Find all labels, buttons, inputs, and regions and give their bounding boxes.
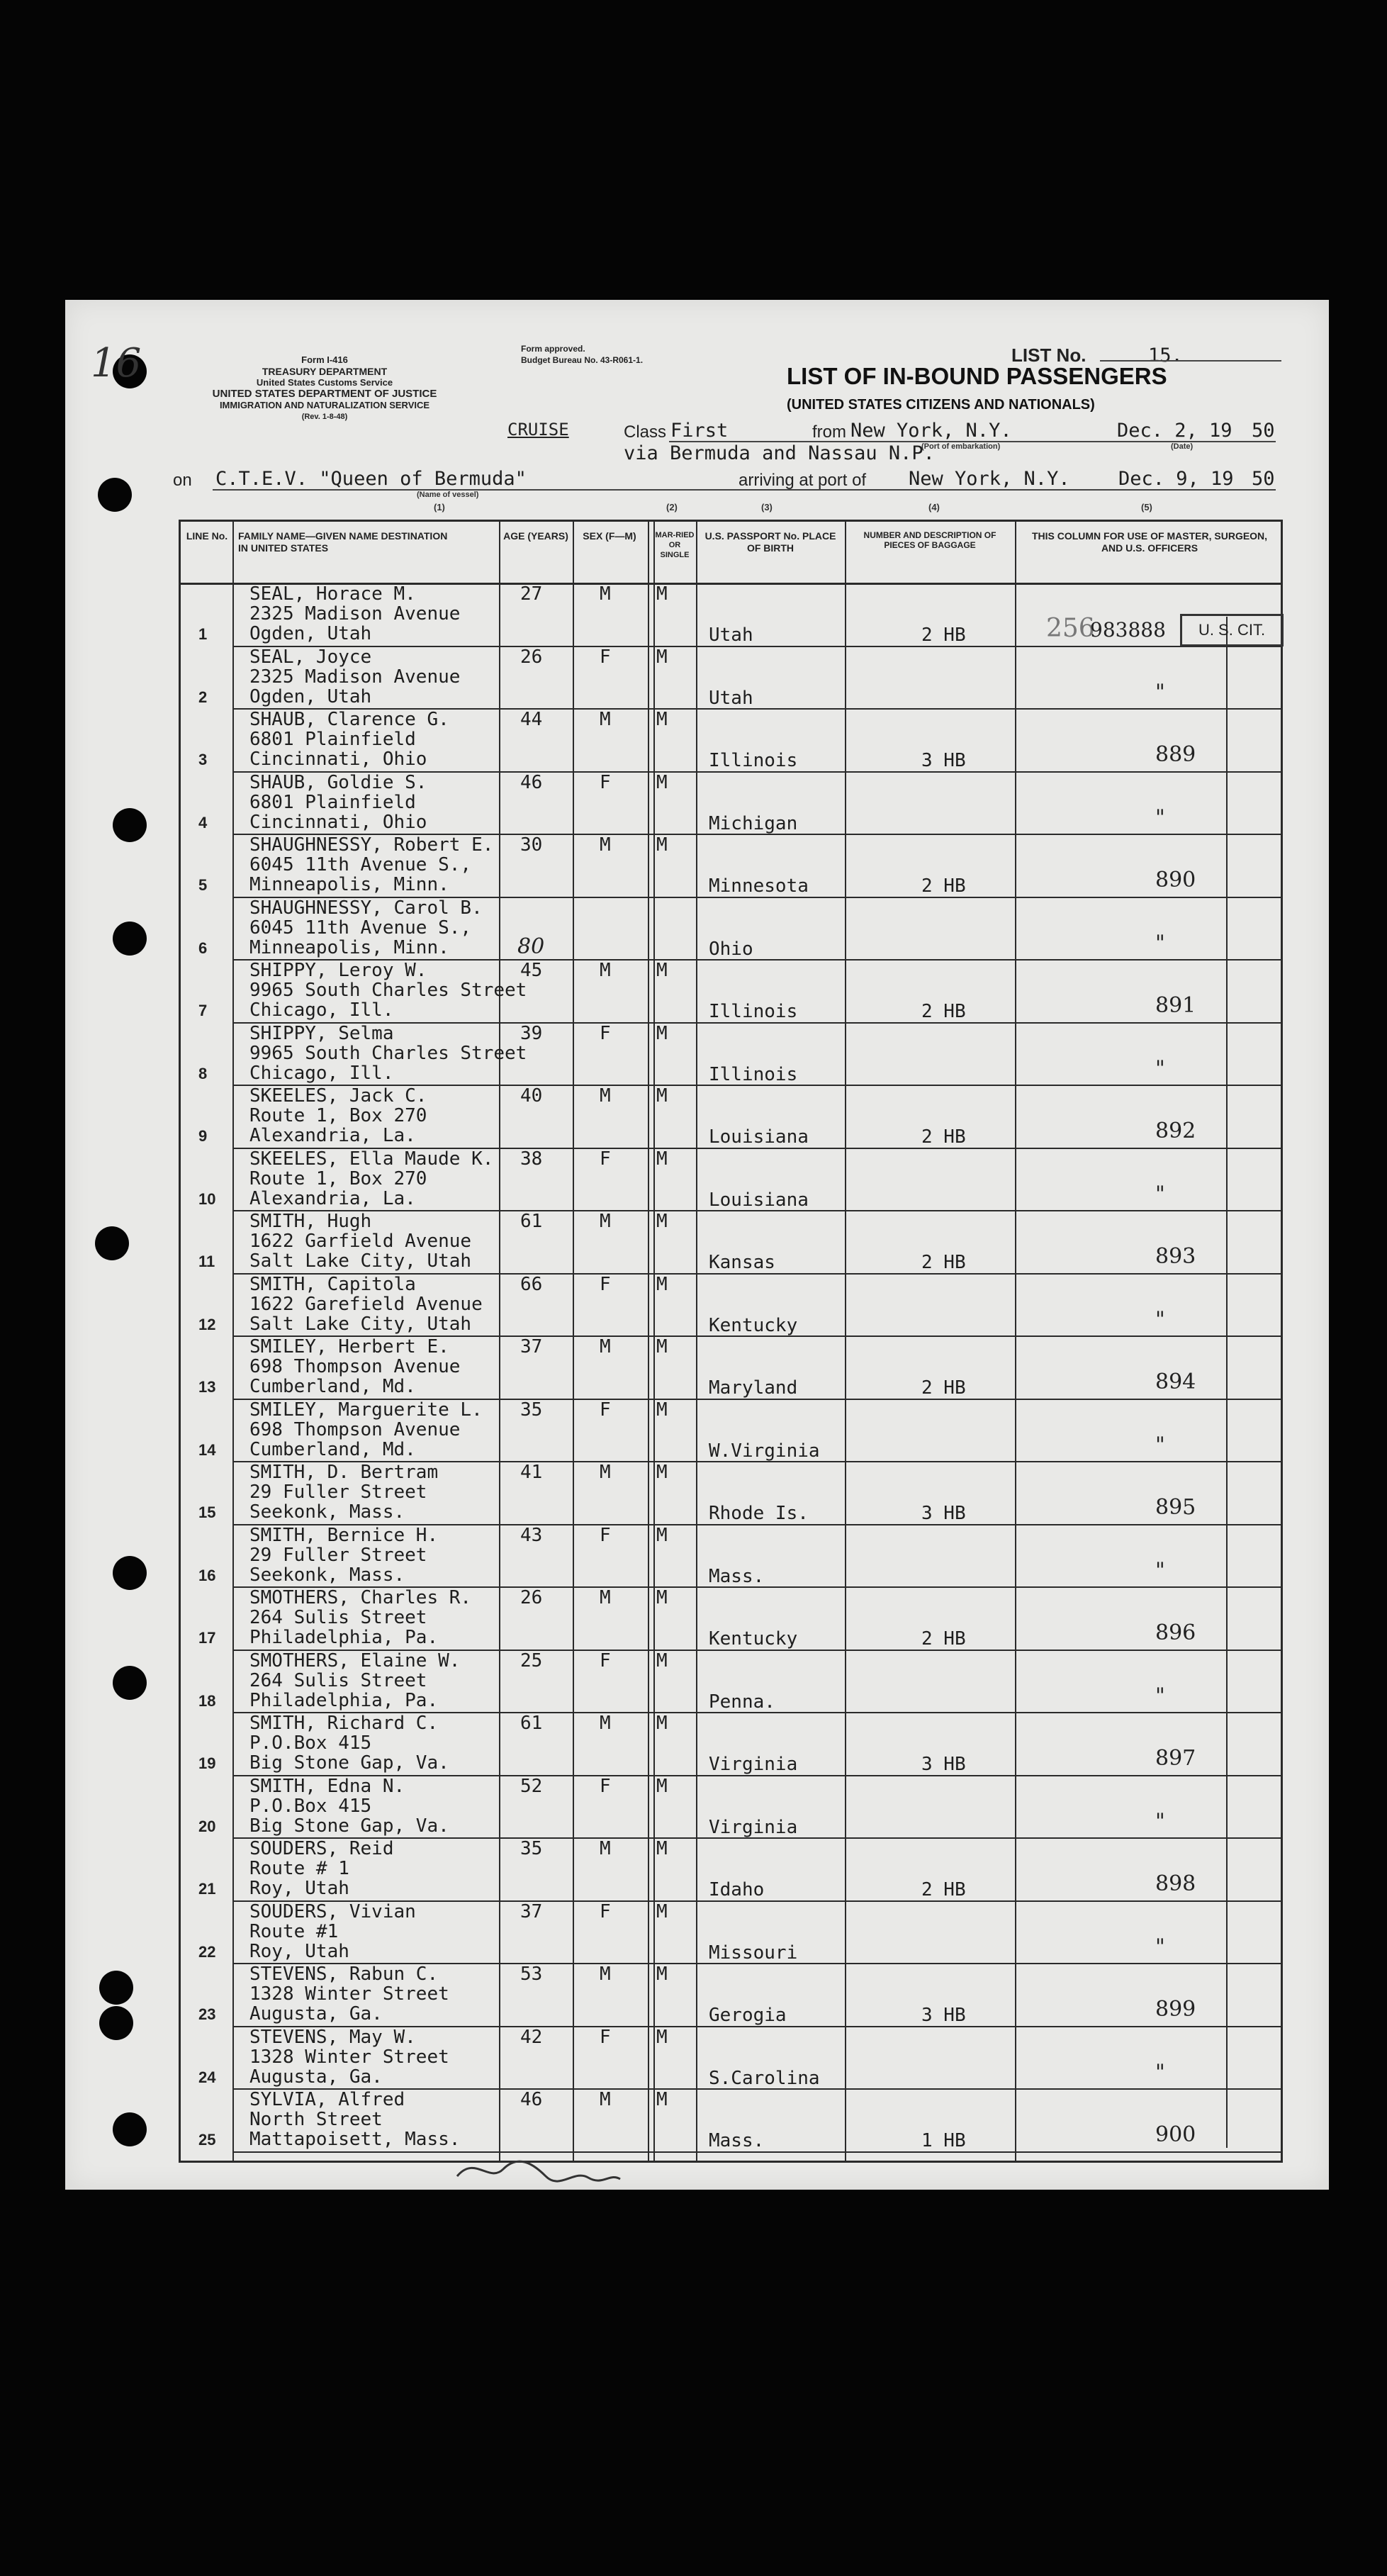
page-subtitle: (UNITED STATES CITIZENS AND NATIONALS)	[787, 397, 1095, 413]
passenger-married: M	[656, 1399, 668, 1421]
passenger-age: 66	[520, 1273, 543, 1295]
arrival-underline	[213, 489, 1276, 491]
passenger-address: 6045 11th Avenue S.,	[249, 854, 472, 875]
passenger-sex: F	[600, 771, 611, 793]
passenger-married: M	[656, 1650, 668, 1671]
line-number: 25	[198, 2131, 216, 2149]
baggage: 3 HB	[921, 750, 966, 771]
passenger-birthplace: Maryland	[709, 1377, 798, 1399]
passenger-age: 46	[520, 2089, 543, 2110]
officer-signature	[454, 2148, 624, 2199]
passenger-birthplace: S.Carolina	[709, 2067, 820, 2089]
passenger-name: SKEELES, Ella Maude K.	[249, 1148, 494, 1170]
officer-number: "	[1155, 930, 1165, 956]
baggage: 3 HB	[921, 2005, 966, 2026]
officer-number: 898	[1155, 1871, 1196, 1896]
passenger-address: 1622 Garefield Avenue	[249, 1293, 483, 1315]
us-citizen-stamp: U. S. CIT.	[1180, 614, 1284, 646]
passenger-age: 37	[520, 1900, 543, 1922]
passenger-married: M	[656, 960, 668, 981]
passenger-city: Alexandria, La.	[249, 1125, 416, 1146]
line-number: 20	[198, 1817, 216, 1835]
passenger-address: 9965 South Charles Street	[249, 1042, 527, 1064]
passenger-city: Ogden, Utah	[249, 685, 372, 707]
passenger-age: 42	[520, 2026, 543, 2048]
passenger-city: Roy, Utah	[249, 1878, 349, 1899]
officer-number: 893	[1155, 1244, 1196, 1269]
col-divider	[232, 520, 234, 2163]
passenger-address: P.O.Box 415	[249, 1795, 372, 1817]
passenger-address: 698 Thompson Avenue	[249, 1356, 461, 1377]
binder-hole	[113, 1666, 147, 1700]
baggage: 1 HB	[921, 2130, 966, 2151]
col-divider	[573, 520, 574, 2163]
passenger-age: 52	[520, 1775, 543, 1797]
passenger-city: Cincinnati, Ohio	[249, 749, 427, 770]
binder-hole	[113, 2112, 147, 2146]
row-divider	[232, 646, 1283, 647]
from-label: from	[812, 422, 846, 442]
passenger-married: M	[656, 1838, 668, 1859]
passenger-city: Big Stone Gap, Va.	[249, 1815, 449, 1837]
passenger-city: Cumberland, Md.	[249, 1438, 416, 1460]
class-label: Class	[624, 422, 667, 442]
passenger-sex: M	[600, 960, 611, 981]
passenger-address: 6045 11th Avenue S.,	[249, 917, 472, 939]
arrival-port: New York, N.Y.	[909, 468, 1070, 490]
passenger-name: SMOTHERS, Charles R.	[249, 1587, 472, 1608]
passenger-sex: F	[600, 1524, 611, 1546]
passenger-age: 44	[520, 709, 543, 730]
passenger-age: 41	[520, 1462, 543, 1483]
line-number: 3	[198, 751, 208, 768]
row-divider	[232, 2151, 1283, 2153]
arriving-label: arriving at port of	[739, 471, 867, 490]
passenger-age: 39	[520, 1022, 543, 1044]
passenger-name: SOUDERS, Reid	[249, 1838, 394, 1859]
passenger-sex: F	[600, 646, 611, 668]
col-divider	[696, 520, 697, 2163]
passenger-age: 43	[520, 1524, 543, 1546]
col-divider	[1015, 520, 1016, 2163]
passenger-name: SEAL, Horace M.	[249, 583, 416, 605]
passenger-city: Philadelphia, Pa.	[249, 1627, 439, 1648]
col-number: (4)	[928, 502, 940, 513]
col-divider	[845, 520, 846, 2163]
line-number: 9	[198, 1127, 208, 1145]
passenger-city: Seekonk, Mass.	[249, 1564, 405, 1586]
col-header-line: LINE No.	[186, 530, 228, 542]
baggage: 2 HB	[921, 1252, 966, 1273]
passenger-sex: M	[600, 1085, 611, 1107]
line-number: 18	[198, 1691, 216, 1710]
passenger-birthplace: Louisiana	[709, 1189, 809, 1211]
passenger-name: STEVENS, May W.	[249, 2026, 416, 2048]
passenger-address: 29 Fuller Street	[249, 1482, 427, 1503]
binder-hole	[95, 1226, 129, 1260]
passenger-address: North Street	[249, 2109, 383, 2130]
passenger-address: Route # 1	[249, 1858, 349, 1879]
line-number: 22	[198, 1942, 216, 1961]
vessel-caption: (Name of vessel)	[417, 491, 479, 499]
line-number: 14	[198, 1440, 216, 1459]
passenger-sex: F	[600, 1650, 611, 1671]
passenger-age: 27	[520, 583, 543, 605]
passenger-birthplace: Illinois	[709, 750, 798, 771]
col-number: (1)	[434, 502, 445, 513]
line-number: 23	[198, 2005, 216, 2023]
passenger-address: 6801 Plainfield	[249, 729, 416, 750]
passenger-married: M	[656, 709, 668, 730]
officer-number: "	[1155, 1055, 1165, 1081]
faint-number: 256	[1046, 614, 1095, 643]
passenger-sex: F	[600, 1775, 611, 1797]
officer-number: "	[1155, 805, 1165, 830]
passenger-name: SMOTHERS, Elaine W.	[249, 1650, 461, 1671]
passenger-city: Augusta, Ga.	[249, 2003, 383, 2025]
passenger-married: M	[656, 2026, 668, 2048]
line-number: 7	[198, 1002, 208, 1019]
binder-hole	[113, 1556, 147, 1590]
passenger-birthplace: Gerogia	[709, 2005, 787, 2026]
officer-number: 892	[1155, 1119, 1196, 1143]
passenger-married: M	[656, 583, 668, 605]
passenger-city: Alexandria, La.	[249, 1187, 416, 1209]
passenger-address: 29 Fuller Street	[249, 1544, 427, 1566]
line-number: 10	[198, 1189, 216, 1208]
passenger-city: Salt Lake City, Utah	[249, 1250, 472, 1272]
passenger-birthplace: Utah	[709, 625, 753, 646]
depart-year: 50	[1252, 420, 1275, 442]
line-number: 15	[198, 1503, 216, 1521]
officer-number: "	[1155, 1808, 1165, 1834]
passenger-sex: M	[600, 1336, 611, 1357]
passenger-name: SHAUB, Clarence G.	[249, 709, 449, 730]
passenger-name: SHAUGHNESSY, Carol B.	[249, 897, 483, 919]
passenger-married: M	[656, 1273, 668, 1295]
col-header-married: MAR-RIED OR SINGLE	[655, 531, 695, 559]
passenger-name: SMITH, D. Bertram	[249, 1462, 439, 1483]
passenger-age: 30	[520, 834, 543, 856]
passenger-sex: M	[600, 1211, 611, 1232]
passenger-address: Route 1, Box 270	[249, 1167, 427, 1189]
passenger-age: 35	[520, 1838, 543, 1859]
passenger-birthplace: Ohio	[709, 938, 753, 960]
baggage: 2 HB	[921, 1879, 966, 1900]
passenger-sex: M	[600, 1587, 611, 1608]
passenger-city: Salt Lake City, Utah	[249, 1313, 472, 1335]
passenger-name: SMITH, Bernice H.	[249, 1524, 439, 1546]
passenger-city: Philadelphia, Pa.	[249, 1689, 439, 1711]
officer-number: "	[1155, 679, 1165, 705]
col-divider	[653, 520, 655, 2163]
passenger-address: 9965 South Charles Street	[249, 980, 527, 1001]
passenger-city: Augusta, Ga.	[249, 2066, 383, 2088]
passenger-married: M	[656, 1148, 668, 1170]
officer-number: "	[1155, 2059, 1165, 2085]
baggage: 2 HB	[921, 875, 966, 897]
officer-number: 889	[1155, 742, 1196, 767]
passenger-married: M	[656, 1336, 668, 1357]
passenger-address: P.O.Box 415	[249, 1732, 372, 1754]
pencil-page-mark: 16	[91, 340, 142, 386]
passenger-birthplace: Missouri	[709, 1942, 798, 1964]
passenger-name: STEVENS, Rabun C.	[249, 1964, 439, 1985]
officer-number: "	[1155, 1934, 1165, 1959]
passenger-city: Chicago, Ill.	[249, 999, 394, 1021]
passenger-address: 6801 Plainfield	[249, 791, 416, 813]
passenger-sex: F	[600, 1273, 611, 1295]
list-no-value: 15.	[1148, 345, 1183, 366]
passenger-birthplace: W.Virginia	[709, 1440, 820, 1462]
arrival-date: Dec. 9, 19	[1118, 468, 1234, 490]
passenger-birthplace: Kansas	[709, 1252, 775, 1273]
passenger-birthplace: Louisiana	[709, 1126, 809, 1148]
list-no-underline	[1100, 360, 1281, 362]
form-block: Form I-416 TREASURY DEPARTMENT United States Customs Service UNITED STATES DEPARTMENT OF JUSTICE IMMIGRATION AND NATURALIZATION SERVICE (Rev. 1-8-48)	[212, 354, 437, 421]
passenger-sex: M	[600, 1713, 611, 1734]
passenger-city: Chicago, Ill.	[249, 1062, 394, 1084]
passenger-sex: M	[600, 709, 611, 730]
passenger-married: M	[656, 1022, 668, 1044]
passenger-name: SOUDERS, Vivian	[249, 1900, 416, 1922]
line-number: 5	[198, 876, 208, 894]
col-header-passport: U.S. PASSPORT No. PLACE OF BIRTH	[704, 530, 836, 554]
passenger-name: SMILEY, Herbert E.	[249, 1336, 449, 1357]
col-divider	[1226, 617, 1228, 2148]
passenger-address: 264 Sulis Street	[249, 1669, 427, 1691]
passenger-name: SKEELES, Jack C.	[249, 1085, 427, 1107]
passenger-married: M	[656, 1964, 668, 1985]
officer-number: "	[1155, 1181, 1165, 1206]
col-divider	[648, 520, 649, 2163]
passenger-address: 264 Sulis Street	[249, 1607, 427, 1628]
officer-number: 891	[1155, 993, 1196, 1018]
passenger-birthplace: Penna.	[709, 1691, 775, 1713]
on-label: on	[173, 471, 192, 490]
passenger-birthplace: Kentucky	[709, 1628, 798, 1650]
binder-hole	[113, 922, 147, 956]
passenger-married: M	[656, 1085, 668, 1107]
line-number: 24	[198, 2068, 216, 2086]
line-number: 4	[198, 813, 208, 831]
passenger-birthplace: Illinois	[709, 1001, 798, 1022]
line-number: 1	[198, 625, 208, 643]
passenger-city: Roy, Utah	[249, 1940, 349, 1962]
line-number: 2	[198, 688, 208, 706]
vessel-name: C.T.E.V. "Queen of Bermuda"	[215, 468, 527, 490]
handwritten-80: 80	[517, 934, 545, 959]
list-no-label: LIST No.	[1011, 345, 1086, 366]
officer-number: 900	[1155, 2122, 1196, 2147]
date-caption: (Date)	[1171, 442, 1194, 451]
binder-hole	[99, 2006, 133, 2040]
baggage: 2 HB	[921, 1377, 966, 1399]
col-header-sex: SEX (F—M)	[583, 530, 636, 542]
col-header-name: FAMILY NAME—GIVEN NAME DESTINATION IN UNITED STATES	[238, 530, 448, 554]
officer-number: "	[1155, 1432, 1165, 1457]
line-number: 6	[198, 939, 208, 957]
passenger-birthplace: Illinois	[709, 1063, 798, 1085]
page-title: LIST OF IN-BOUND PASSENGERS	[787, 363, 1167, 389]
passenger-age: 40	[520, 1085, 543, 1107]
passenger-married: M	[656, 1211, 668, 1232]
cruise-label: CRUISE	[507, 420, 569, 439]
line-number: 13	[198, 1378, 216, 1396]
passenger-age: 37	[520, 1336, 543, 1357]
passenger-sex: M	[600, 1838, 611, 1859]
approval-note: Form approved. Budget Bureau No. 43-R061-1.	[521, 344, 644, 365]
passenger-address: 698 Thompson Avenue	[249, 1418, 461, 1440]
officer-number: 894	[1155, 1370, 1196, 1394]
passenger-name: SMITH, Capitola	[249, 1273, 416, 1295]
passenger-sex: F	[600, 1399, 611, 1421]
officer-number: 895	[1155, 1495, 1196, 1520]
passenger-sex: F	[600, 1148, 611, 1170]
col-divider	[499, 520, 500, 2163]
passenger-married: M	[656, 1587, 668, 1608]
col-number: (2)	[666, 502, 678, 513]
passenger-city: Minneapolis, Minn.	[249, 874, 449, 895]
passenger-birthplace: Mass.	[709, 1565, 765, 1587]
passenger-name: SHIPPY, Selma	[249, 1022, 394, 1044]
baggage: 3 HB	[921, 1754, 966, 1775]
passenger-married: M	[656, 1900, 668, 1922]
passenger-sex: M	[600, 1462, 611, 1483]
row-divider	[232, 1210, 1283, 1211]
passenger-address: Route #1	[249, 1920, 339, 1942]
passenger-name: SMILEY, Marguerite L.	[249, 1399, 483, 1421]
passenger-birthplace: Kentucky	[709, 1314, 798, 1336]
baggage: 2 HB	[921, 625, 966, 646]
line-number: 8	[198, 1064, 208, 1082]
passenger-address: 2325 Madison Avenue	[249, 603, 461, 625]
passenger-name: SEAL, Joyce	[249, 646, 372, 668]
passenger-city: Big Stone Gap, Va.	[249, 1752, 449, 1774]
passenger-birthplace: Rhode Is.	[709, 1503, 809, 1524]
passenger-age: 26	[520, 646, 543, 668]
via-route: via Bermuda and Nassau N.P.	[624, 442, 935, 464]
passenger-sex: F	[600, 1022, 611, 1044]
depart-date: Dec. 2, 19	[1117, 420, 1232, 442]
col-number: (5)	[1141, 502, 1152, 513]
arrival-year: 50	[1252, 468, 1275, 490]
line-number: 16	[198, 1566, 216, 1584]
baggage: 3 HB	[921, 1503, 966, 1524]
passenger-name: SHAUB, Goldie S.	[249, 771, 427, 793]
passenger-birthplace: Minnesota	[709, 875, 809, 897]
col-number: (3)	[761, 502, 773, 513]
passenger-age: 61	[520, 1713, 543, 1734]
passenger-birthplace: Idaho	[709, 1879, 765, 1900]
passenger-city: Cincinnati, Ohio	[249, 811, 427, 833]
passenger-address: Route 1, Box 270	[249, 1105, 427, 1126]
line-number: 19	[198, 1754, 216, 1772]
passenger-sex: M	[600, 583, 611, 605]
passenger-name: SYLVIA, Alfred	[249, 2089, 405, 2110]
passenger-birthplace: Virginia	[709, 1816, 798, 1838]
passenger-age: 45	[520, 960, 543, 981]
officer-number: 890	[1155, 868, 1196, 892]
port-caption: (Port of embarkation)	[921, 442, 1001, 451]
passenger-address: 1328 Winter Street	[249, 1983, 449, 2005]
passenger-city: Seekonk, Mass.	[249, 1501, 405, 1523]
baggage: 2 HB	[921, 1628, 966, 1650]
passenger-sex: M	[600, 834, 611, 856]
passenger-married: M	[656, 1775, 668, 1797]
passenger-married: M	[656, 771, 668, 793]
from-port: New York, N.Y.	[850, 420, 1012, 442]
officer-number: 899	[1155, 1997, 1196, 2022]
passenger-city: Mattapoisett, Mass.	[249, 2129, 461, 2150]
passenger-married: M	[656, 834, 668, 856]
passenger-sex: F	[600, 1900, 611, 1922]
col-header-age: AGE (YEARS)	[503, 530, 568, 542]
passenger-birthplace: Utah	[709, 687, 753, 709]
passenger-sex: M	[600, 1964, 611, 1985]
passenger-age: 26	[520, 1587, 543, 1608]
passenger-married: M	[656, 2089, 668, 2110]
passenger-married: M	[656, 1462, 668, 1483]
passenger-age: 35	[520, 1399, 543, 1421]
officer-number: "	[1155, 1683, 1165, 1708]
line-number: 11	[198, 1253, 215, 1270]
class-value: First	[670, 420, 729, 442]
passenger-name: SHIPPY, Leroy W.	[249, 960, 427, 981]
passenger-name: SMITH, Hugh	[249, 1211, 372, 1232]
passenger-name: SMITH, Richard C.	[249, 1713, 439, 1734]
passenger-age: 61	[520, 1211, 543, 1232]
passenger-city: Ogden, Utah	[249, 623, 372, 644]
passenger-birthplace: Michigan	[709, 812, 798, 834]
line-number: 17	[198, 1629, 216, 1647]
officer-number: 897	[1155, 1746, 1196, 1771]
passenger-sex: F	[600, 2026, 611, 2048]
passenger-birthplace: Mass.	[709, 2130, 765, 2151]
baggage: 2 HB	[921, 1126, 966, 1148]
passenger-name: SMITH, Edna N.	[249, 1775, 405, 1797]
passenger-name: SHAUGHNESSY, Robert E.	[249, 834, 494, 856]
officer-number: "	[1155, 1557, 1165, 1583]
first-number: 983888	[1090, 618, 1166, 642]
passenger-age: 38	[520, 1148, 543, 1170]
passenger-married: M	[656, 1713, 668, 1734]
col-header-baggage: NUMBER AND DESCRIPTION OF PIECES OF BAGGAGE	[863, 530, 996, 550]
passenger-address: 1622 Garfield Avenue	[249, 1231, 472, 1252]
binder-hole	[99, 1971, 133, 2005]
passenger-sex: M	[600, 2089, 611, 2110]
line-number: 21	[198, 1880, 216, 1898]
passenger-married: M	[656, 1524, 668, 1546]
passenger-city: Minneapolis, Minn.	[249, 936, 449, 958]
passenger-address: 1328 Winter Street	[249, 2046, 449, 2068]
officer-number: "	[1155, 1306, 1165, 1332]
col-header-officers: THIS COLUMN FOR USE OF MASTER, SURGEON, AND U.S. OFFICERS	[1031, 530, 1268, 554]
baggage: 2 HB	[921, 1001, 966, 1022]
passenger-age: 53	[520, 1964, 543, 1985]
passenger-age: 46	[520, 771, 543, 793]
line-number: 12	[198, 1315, 216, 1333]
passenger-birthplace: Virginia	[709, 1754, 798, 1775]
passenger-address: 2325 Madison Avenue	[249, 666, 461, 688]
binder-hole	[98, 478, 132, 512]
binder-hole	[113, 808, 147, 842]
passenger-age: 25	[520, 1650, 543, 1671]
passenger-married: M	[656, 646, 668, 668]
officer-number: 896	[1155, 1620, 1196, 1645]
passenger-city: Cumberland, Md.	[249, 1376, 416, 1397]
